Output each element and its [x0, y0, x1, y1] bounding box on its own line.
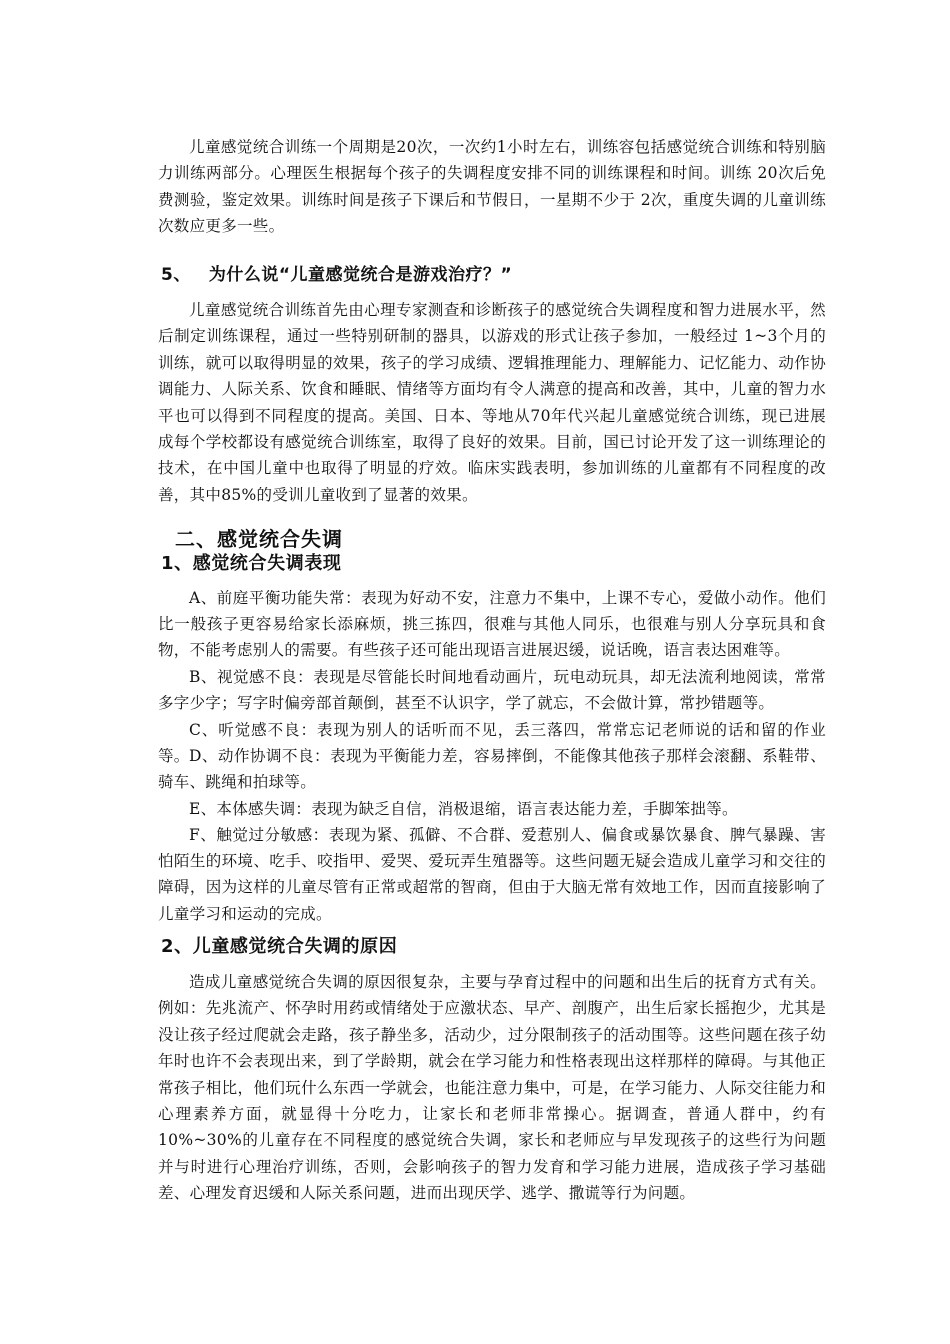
- intro-paragraph: 儿童感觉统合训练一个周期是20次，一次约1小时左右，训练容包括感觉统合训练和特别脑力训练两部分。心理医生根据每个孩子的失调程度安排不同的训练课程和时间。训练 20次后免费测验，鉴定效果。训练时间是孩子下课后和节假日，一星期不少于 2次，重度失调的儿童训练次数应更多一些。: [158, 138, 826, 236]
- item-e-paragraph: E、本体感失调：表现为缺乏自信，消极退缩，语言表达能力差，手脚笨拙等。: [189, 800, 738, 818]
- question-5-title: 为什么说“儿童感觉统合是游戏治疗？”: [208, 265, 513, 285]
- section-2-title: 二、感觉统合失调: [175, 527, 343, 551]
- item-b-paragraph: B、视觉感不良：表现是尽管能长时间地看动画片，玩电动玩具，却无法流利地阅读，常常多字少字；写字时偏旁部首颠倒，甚至不认识字，学了就忘，不会做计算，常抄错题等。: [158, 668, 826, 713]
- subsection-2-title: 2、儿童感觉统合失调的原因: [161, 936, 398, 957]
- item-f-paragraph: F、触觉过分敏感：表现为紧、孤僻、不合群、爱惹别人、偏食或暴饮暴食、脾气暴躁、害怕陌生的环境、吃手、咬指甲、爱哭、爱玩弄生殖器等。这些问题无疑会造成儿童学习和交往的障碍，因为这样的儿童尽管有正常或超常的智商，但由于大脑无常有效地工作，因而直接影响了儿童学习和运动的完成。: [158, 826, 826, 923]
- item-d-paragraph: D、动作协调不良：表现为平衡能力差，容易摔倒，不能像其他孩子那样会滚翻、系鞋带、骑车、跳绳和拍球等。: [158, 747, 826, 792]
- item-c-paragraph: C、听觉感不良：表现为别人的话听而不见，丢三落四，常常忘记老师说的话和留的作业等。: [158, 721, 826, 766]
- question-5-number: 5、: [161, 265, 191, 285]
- subsection-1-title: 1、感觉统合失调表现: [161, 553, 342, 574]
- question-5-heading: [161, 260, 512, 285]
- subsection-2-paragraph: 造成儿童感觉统合失调的原因很复杂，主要与孕育过程中的问题和出生后的抚育方式有关。例如：先兆流产、怀孕时用药或情绪处于应激状态、早产、剖腹产，出生后家长摇抱少，尤其是没让孩子经过爬就会走路，孩子静坐多，活动少，过分限制孩子的活动围等。这些问题在孩子幼年时也许不会表现出来，到了学龄期，就会在学习能力和性格表现出这样那样的障碍。与其他正常孩子相比，他们玩什么东西一学就会，也能注意力集中，可是，在学习能力、人际交往能力和心理素养方面，就显得十分吃力，让家长和老师非常操心。据调查，普通人群中，约有10%~30%的儿童存在不同程度的感觉统合失调，家长和老师应与早发现孩子的这些行为问题并与时进行心理治疗训练，否则，会影响孩子的智力发育和学习能力进展，造成孩子学习基础差、心理发育迟缓和人际关系问题，进而出现厌学、逃学、撒谎等行为问题。: [158, 973, 826, 1203]
- question-5-paragraph: 儿童感觉统合训练首先由心理专家测查和诊断孩子的感觉统合失调程度和智力进展水平，然后制定训练课程，通过一些特别研制的器具，以游戏的形式让孩子参加，一般经过 1~3个月的训练，就可以取得明显的效果，孩子的学习成绩、逻辑推理能力、理解能力、记忆能力、动作协调能力、人际关系、饮食和睡眠、情绪等方面均有令人满意的提高和改善，其中，儿童的智力水平也可以得到不同程度的提高。美国、日本、等地从70年代兴起儿童感觉统合训练，现已进展成每个学校都设有感觉统合训练室，取得了良好的效果。目前，国已讨论开发了这一训练理论的技术，在中国儿童中也取得了明显的疗效。临床实践表明，参加训练的儿童都有不同程度的改善，其中85%的受训儿童收到了显著的效果。: [158, 301, 826, 504]
- item-a-paragraph: A、前庭平衡功能失常：表现为好动不安，注意力不集中，上课不专心，爱做小动作。他们比一般孩子更容易给家长添麻烦，挑三拣四，很难与其他人同乐，也很难与别人分享玩具和食物，不能考虑别人的需要。有些孩子还可能出现语言进展迟缓，说话晚，语言表达困难等。: [158, 589, 826, 660]
